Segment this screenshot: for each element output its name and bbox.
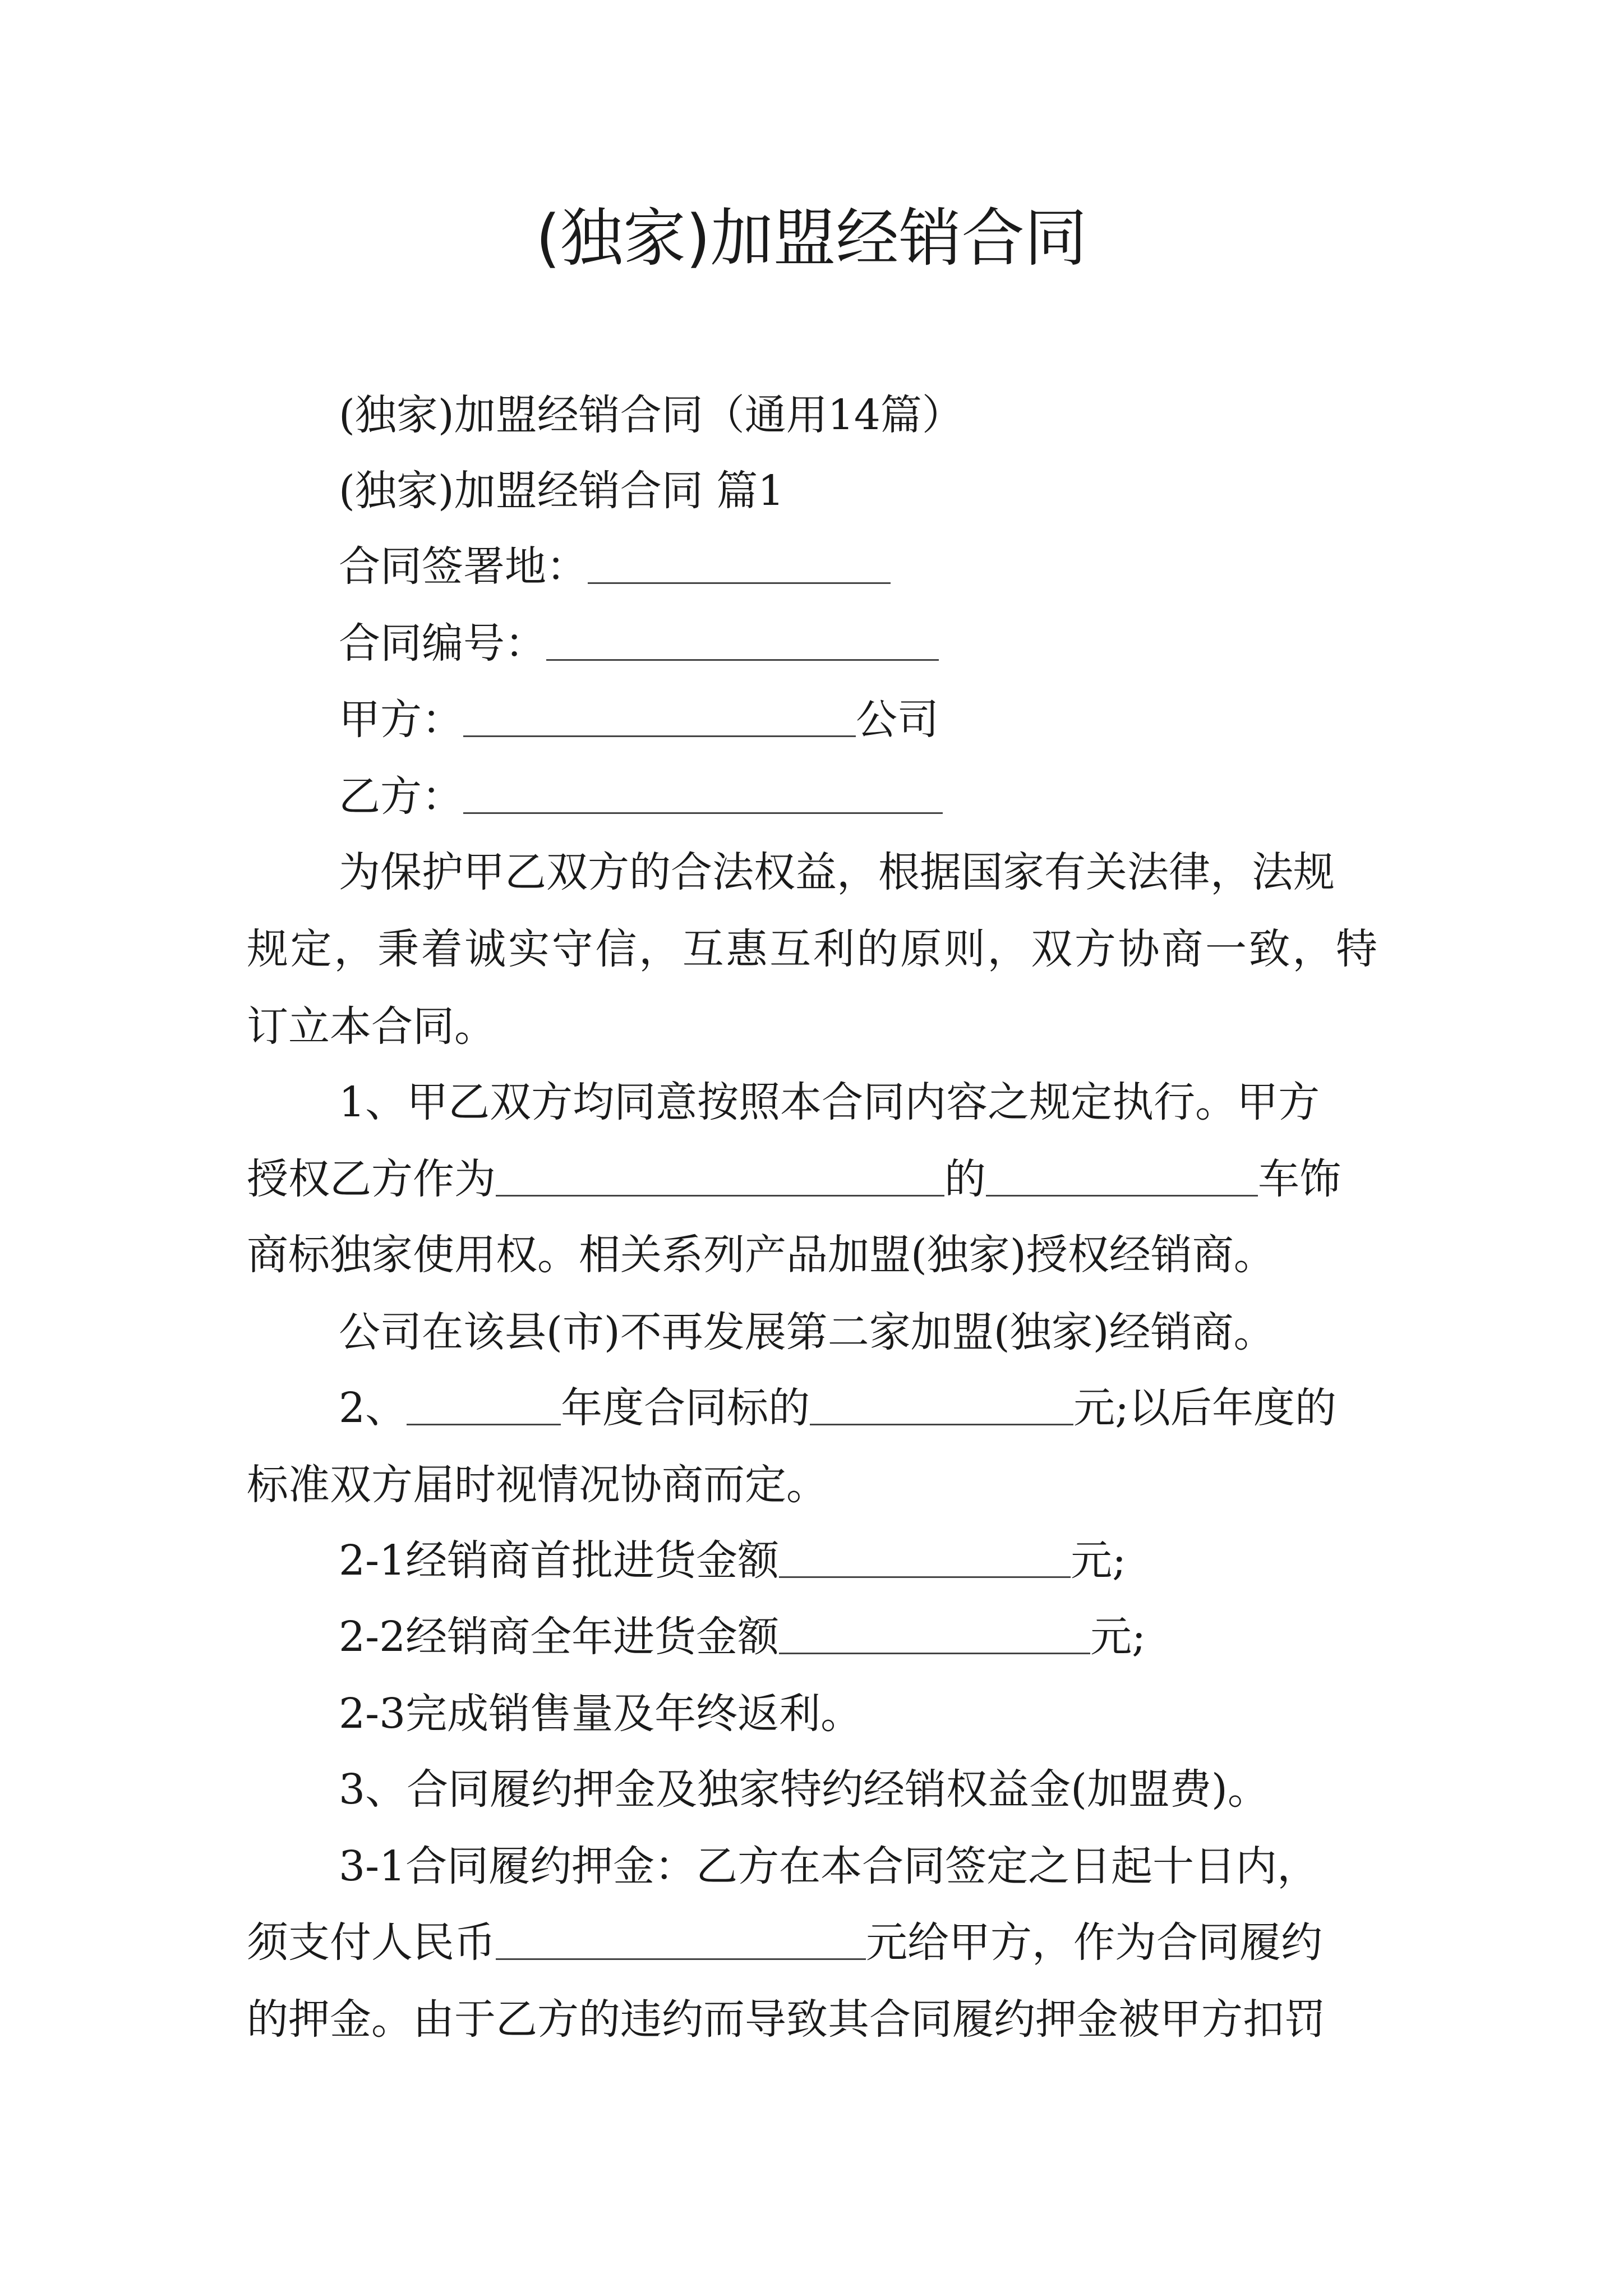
clause-2-line-1 [339,1380,1336,1436]
clause-2-blank-amount [810,1388,1073,1425]
sign-place-label: 合同签署地： [339,542,588,591]
clause-1-line-1: 1、甲乙双方均同意按照本合同内容之规定执行。甲方 [339,1078,1320,1126]
clause-1-line-2 [247,1151,1341,1207]
party-b-label: 乙方： [339,772,463,821]
clause-1-line-3: 商标独家使用权。相关系列产品加盟(独家)授权经销商。 [247,1231,1275,1279]
sign-place-blank [588,546,891,584]
clause-1-blank-region [496,1159,944,1197]
party-a-label: 甲方： [339,696,463,744]
clause-3-line-1: 3、合同履约押金及独家特约经销权益金(加盟费)。 [339,1765,1269,1814]
clause-2-1-label: 2-1经销商首批进货金额 [339,1536,780,1585]
clause-2-3: 2-3完成销售量及年终返利。 [339,1690,863,1738]
party-a-blank [463,700,856,737]
party-a-field [339,692,939,748]
preamble-line-2: 规定，秉着诚实守信，互惠互利的原则，双方协商一致，特 [247,925,1377,973]
preamble-line-1: 为保护甲乙双方的合法权益，根据国家有关法律，法规 [339,848,1335,896]
clause-1-authorize-text: 授权乙方作为 [247,1155,496,1203]
document-title: (独家)加盟经销合同 [536,202,1087,275]
contract-number-field [339,615,939,671]
clause-2-2-label: 2-2经销商全年进货金额 [339,1613,780,1661]
clause-2-number: 2、 [339,1384,407,1432]
clause-3-1-line-2 [247,1915,1322,1971]
clause-3-1-blank-amount [496,1922,866,1960]
contract-number-blank [546,623,939,661]
party-b-field [339,769,943,825]
document-subtitle: (独家)加盟经销合同（通用14篇） [339,391,963,439]
clause-2-blank-year [407,1388,561,1425]
clause-2-target-text: 年度合同标的 [561,1384,810,1432]
clause-3-1-line-3: 的押金。由于乙方的违约而导致其合同履约押金被甲方扣罚 [247,1995,1326,2044]
party-b-blank [463,776,943,814]
preamble-line-3: 订立本合同。 [247,1002,496,1051]
clause-2-1 [339,1533,1126,1589]
clause-3-1-deposit-text: 元给甲方，作为合同履约 [866,1918,1322,1967]
party-a-suffix: 公司 [856,696,939,744]
part-heading: (独家)加盟经销合同 篇1 [339,467,785,515]
contract-number-label: 合同编号： [339,619,546,668]
clause-2-2 [339,1609,1146,1665]
clause-3-1-line-1: 3-1合同履约押金：乙方在本合同签定之日起十日内， [339,1842,1319,1890]
sign-place-field [339,539,891,595]
clause-1-line-4: 公司在该县(市)不再发展第二家加盟(独家)经销商。 [339,1308,1275,1356]
clause-2-line-2: 标准双方届时视情况协商而定。 [247,1461,828,1509]
clause-2-2-blank [779,1617,1090,1654]
clause-2-2-suffix: 元; [1090,1613,1146,1661]
clause-2-1-blank [779,1540,1071,1578]
clause-1-blank-brand [986,1159,1258,1197]
clause-1-car-text: 车饰 [1258,1155,1341,1203]
clause-2-1-suffix: 元; [1071,1536,1127,1585]
clause-3-1-pay-text: 须支付人民币 [247,1918,496,1967]
clause-2-yuan-text: 元;以后年度的 [1073,1384,1337,1432]
clause-1-of-text: 的 [944,1155,986,1203]
